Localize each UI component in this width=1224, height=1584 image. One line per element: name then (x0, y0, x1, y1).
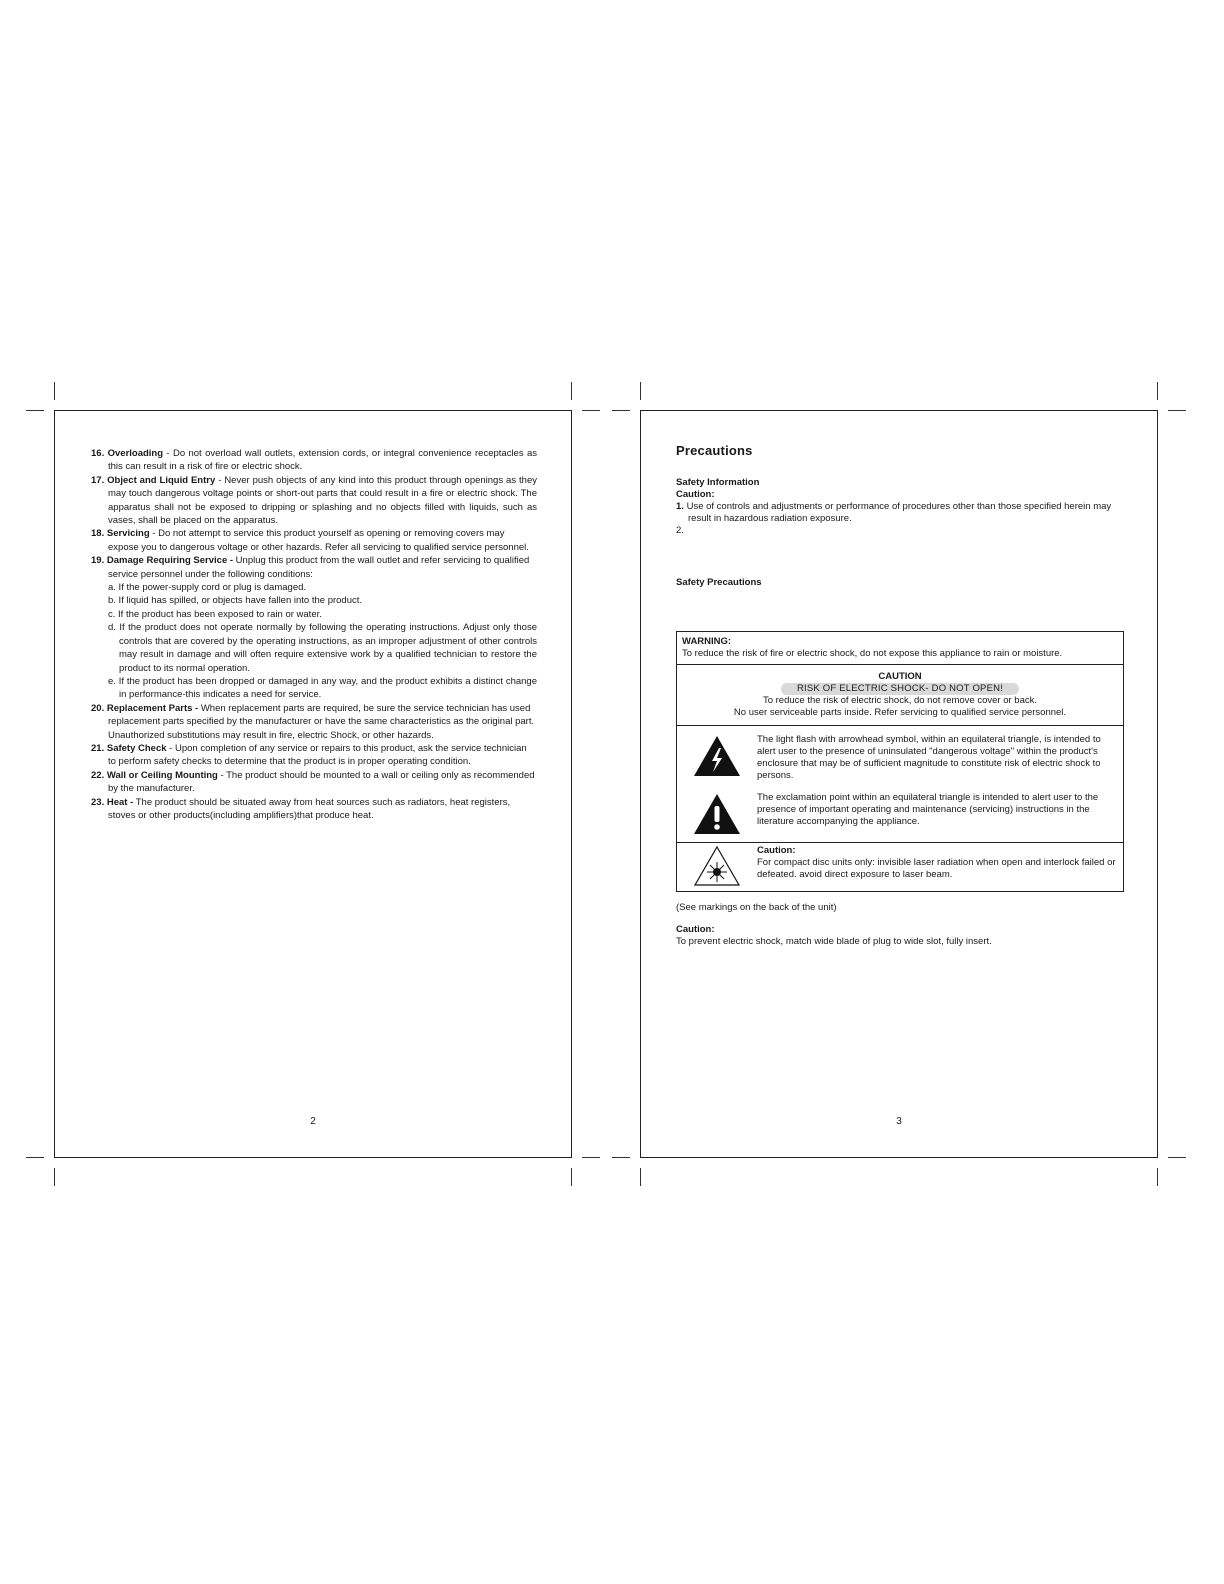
page-number: 3 (896, 1116, 902, 1127)
safety-precautions-heading: Safety Precautions (676, 577, 762, 588)
item-text: - Do not overload wall outlets, extension cords, or integral convenience receptacles as this can result in a risk of fire or electric shock. (108, 448, 538, 473)
crop-mark (571, 1168, 572, 1186)
lightning-row (677, 726, 1123, 788)
crop-mark (1157, 1168, 1158, 1186)
crop-mark (26, 1157, 44, 1158)
crop-mark (582, 1157, 600, 1158)
crop-mark (1157, 382, 1158, 400)
caution-line: To reduce the risk of electric shock, do not remove cover or back. (762, 695, 1038, 706)
item-title: Damage Requiring Service - (106, 555, 234, 567)
crop-mark (54, 382, 55, 400)
crop-mark (1168, 410, 1186, 411)
item-text: - The product should be mounted to a wall or ceiling only as recommended by the manufacturer. (108, 769, 535, 795)
lightning-text: The light flash with arrowhead symbol, within an equilateral triangle, is intended to alert user to the presence of uninsulated "dangerous voltage" within the product's enclosure that may be of sufficient magnitude to constitute risk of electric shock to persons. (757, 734, 1101, 781)
safety-list (91, 447, 537, 822)
page-right (640, 410, 1158, 1158)
list-item: 23. Heat - The product should be situated away from heat sources such as radiators, heat registers, stoves or other products(including amplifiers)that produce heat. (91, 796, 511, 821)
exclamation-row (677, 788, 1123, 842)
sub-item: a. If the power-supply cord or plug is damaged. (108, 582, 307, 594)
list-item: 21. Safety Check - Upon completion of any service or repairs to this product, ask the service technician to perform safety checks to determine that the product is in proper operating condition. (91, 742, 527, 768)
crop-mark (640, 1168, 641, 1186)
laser-caution-label: Caution: (757, 845, 796, 856)
plug-caution-text: To prevent electric shock, match wide blade of plug to wide slot, fully insert. (676, 936, 992, 947)
crop-mark (582, 410, 600, 411)
list-item: 16. Overloading - Do not overload wall outlets, extension cords, or integral convenience receptacles as this can result in a risk of fire or electric shock. (91, 448, 538, 473)
exclamation-triangle-icon (682, 792, 752, 836)
list-item: 18. Servicing - Do not attempt to service this product yourself as opening or removing covers may expose you to dangerous voltage or other hazards. Refer all servicing to qualified service personnel. (91, 528, 529, 553)
item-title: Wall or Ceiling Mounting (106, 769, 218, 781)
symbols-section (677, 726, 1123, 843)
warning-box (676, 631, 1124, 892)
item-text: - Do not attempt to service this product yourself as opening or removing covers may expose you to dangerous voltage or other hazards. Refer all servicing to qualified service personnel. (108, 528, 529, 553)
warning-text: To reduce the risk of fire or electric shock, do not expose this appliance to rain or moisture. (682, 648, 1063, 659)
crop-mark (612, 410, 630, 411)
precautions-content (676, 445, 1124, 948)
list-item: 20. Replacement Parts - When replacement parts are required, be sure the service technician has used replacement parts specified by the manufacturer or have the same characteristics as the original part. Unauthorized substitutions may result in fire, electric Shock, or other hazards. (91, 702, 535, 741)
crop-mark (612, 1157, 630, 1158)
laser-section (677, 843, 1123, 891)
caution-item: 1. Use of controls and adjustments or performance of procedures other than those specified herein may result in hazardous radiation exposure. (676, 501, 1112, 524)
sub-item: b. If liquid has spilled, or objects have fallen into the product. (108, 595, 363, 607)
see-markings-note: (See markings on the back of the unit) (676, 902, 837, 913)
caution-section (677, 665, 1123, 726)
exclamation-text: The exclamation point within an equilateral triangle is intended to alert user to the presence of important operating and maintenance (servicing) instructions in the literature accompanying the appliance. (757, 792, 1099, 827)
list-item: 17. Object and Liquid Entry - Never push objects of any kind into this product through openings as they may touch dangerous voltage points or short-out parts that could result in a fire or electric shock. The apparatus shall not be exposed to dripping or splashing and no objects filled with liquids, such as vases, shall be placed on the apparatus. (91, 474, 537, 527)
laser-row (682, 845, 1118, 887)
safety-information-heading: Safety Information (676, 477, 760, 488)
page-left (54, 410, 572, 1158)
risk-banner: RISK OF ELECTRIC SHOCK- DO NOT OPEN! (781, 683, 1019, 695)
sub-item: e. If the product has been dropped or damaged in any way, and the product exhibits a distinct change in performance-this indicates a need for service. (108, 675, 537, 701)
item-title: Overloading (107, 448, 164, 459)
crop-mark (640, 382, 641, 400)
sub-item: c. If the product has been exposed to rain or water. (108, 608, 322, 620)
item-text: When replacement parts are required, be sure the service technician has used replacement parts specified by the manufacturer or have the same characteristics as the original part. Unauthorized substitutions may result in fire, electric Shock, or other hazards. (108, 702, 535, 741)
caution-label: Caution: (676, 489, 715, 500)
caution-line: No user serviceable parts inside. Refer servicing to qualified service personnel. (733, 707, 1067, 718)
item-title: Object and Liquid Entry (107, 474, 216, 486)
item-text: - Upon completion of any service or repairs to this product, ask the service technician to perform safety checks to determine that the product is in proper operating condition. (108, 742, 527, 768)
item-text: - Never push objects of any kind into this product through openings as they may touch dangerous voltage points or short-out parts that could result in a fire or electric shock. The apparatus shall not be exposed to dripping or splashing and no objects filled with liquids, such as vases, shall be placed on the apparatus. (108, 474, 537, 527)
crop-mark (1168, 1157, 1186, 1158)
sub-item: d. If the product does not operate normally by following the operating instructions. Adjust only those controls that are covered by the operating instructions, as an improper adjustment of other controls may result in damage and will often require extensive work by a qualified technician to restore the product to its normal operation. (108, 622, 537, 674)
warning-label: WARNING: (682, 636, 732, 647)
page-number: 2 (310, 1116, 316, 1127)
crop-mark (26, 410, 44, 411)
laser-text: For compact disc units only: invisible laser radiation when open and interlock failed or defeated. avoid direct exposure to laser beam. (757, 857, 1116, 880)
item-title: Safety Check (106, 742, 167, 754)
caution-item: 2. (676, 525, 684, 536)
item-title: Servicing (106, 528, 150, 540)
item-title: Replacement Parts - (106, 702, 199, 714)
list-item: 19. Damage Requiring Service - Unplug this product from the wall outlet and refer servicing to qualified service personnel under the following conditions: a. If the power-supply cord or plug is damaged. b. If liquid has spilled, or objects have fallen into the product. c. If the product has been exposed to rain or water. d. If the product does not operate normally by following the operating instructions. Adjust only those controls that are covered by the operating instructions, as an improper adjustment of other controls may result in damage and will often require extensive work by a qualified technician to restore the product to its normal operation. e. If the product has been dropped or damaged in any way, and the product exhibits a distinct change in performance-this indicates a need for service. (91, 555, 537, 701)
laser-text-block (752, 845, 1118, 881)
sub-list (91, 581, 537, 702)
item-text: Unplug this product from the wall outlet and refer servicing to qualified service personnel under the following conditions: (108, 555, 530, 580)
plug-caution-label: Caution: (676, 924, 715, 935)
warning-section (677, 632, 1123, 665)
lightning-triangle-icon (682, 734, 752, 778)
item-title: Heat - (106, 796, 134, 808)
page-title: Precautions (676, 443, 753, 458)
laser-warning-icon (682, 845, 752, 887)
crop-mark (571, 382, 572, 400)
item-text: The product should be situated away from heat sources such as radiators, heat registers, stoves or other products(including amplifiers)that produce heat. (108, 796, 511, 821)
list-item: 22. Wall or Ceiling Mounting - The product should be mounted to a wall or ceiling only as recommended by the manufacturer. (91, 769, 535, 795)
crop-mark (54, 1168, 55, 1186)
caution-title: CAUTION (878, 671, 922, 682)
